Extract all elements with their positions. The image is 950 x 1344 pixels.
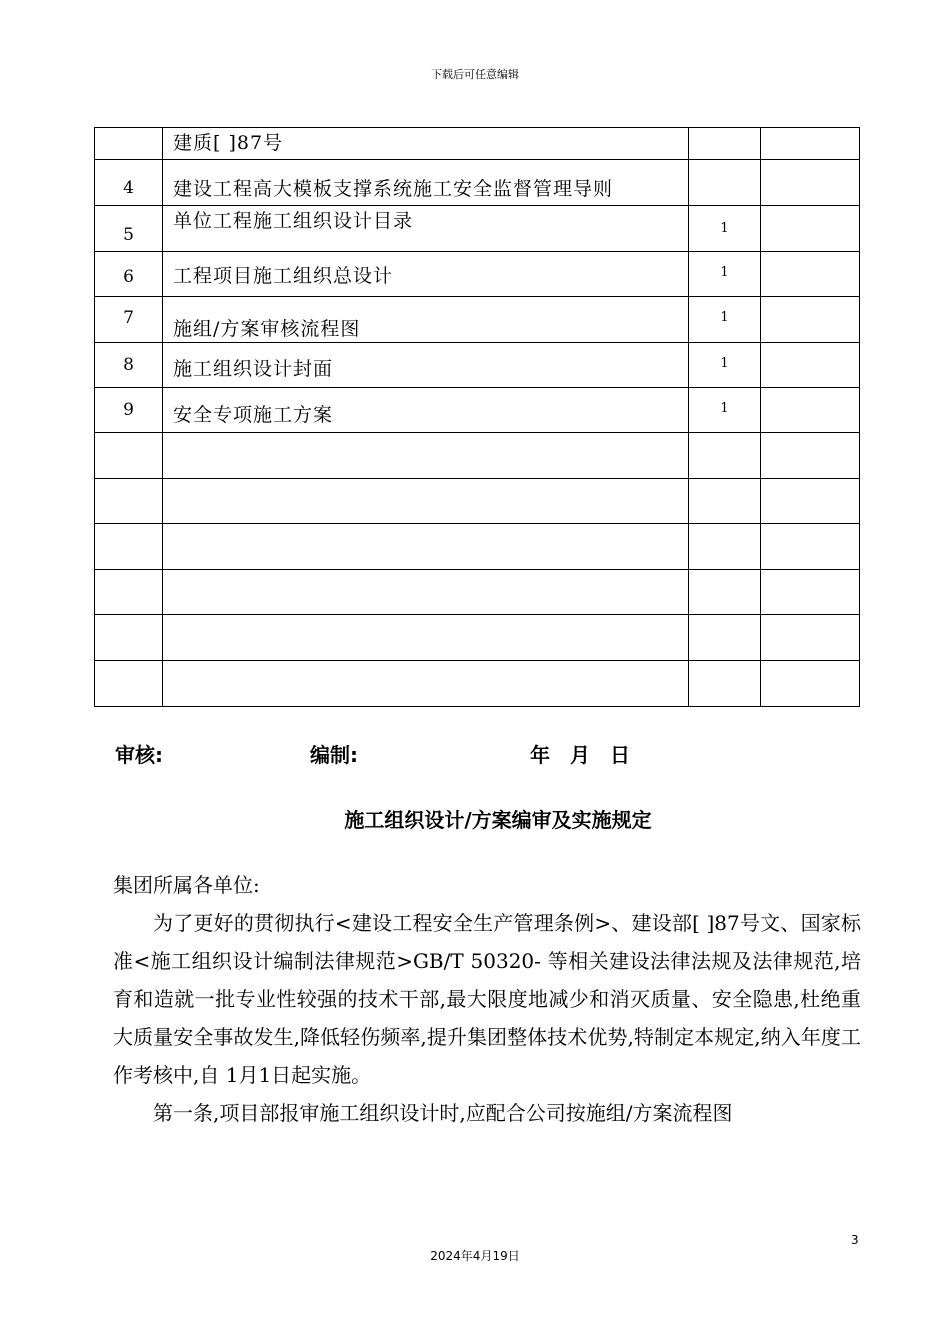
- table-row: [95, 388, 860, 433]
- row-document-name: [163, 524, 689, 570]
- row-extra: [761, 297, 860, 343]
- section-title: 施工组织设计/方案编审及实施规定: [344, 808, 652, 832]
- compiler-label: 编制:: [310, 743, 358, 767]
- row-extra: [761, 615, 860, 661]
- reviewer-label: 审核:: [115, 743, 163, 767]
- row-count: [689, 615, 761, 661]
- row-extra: [761, 570, 860, 615]
- table-row: [95, 615, 860, 661]
- row-extra: [761, 388, 860, 433]
- row-document-name: [163, 615, 689, 661]
- row-document-name: [163, 433, 689, 479]
- document-list-table: [94, 127, 860, 707]
- row-count: [689, 128, 761, 160]
- row-document-name: [163, 661, 689, 707]
- page-header: 下载后可任意编辑: [431, 68, 519, 81]
- row-count: 1: [689, 388, 761, 433]
- row-document-name: [163, 570, 689, 615]
- page-number: 3: [851, 1233, 859, 1247]
- table-row: [95, 297, 860, 343]
- row-number: 9: [95, 388, 163, 433]
- table-row: [95, 524, 860, 570]
- table-row: [95, 128, 860, 160]
- row-extra: [761, 252, 860, 297]
- row-count: 1: [689, 206, 761, 252]
- row-number: [95, 615, 163, 661]
- row-number: [95, 570, 163, 615]
- table-row: [95, 206, 860, 252]
- row-count: [689, 524, 761, 570]
- row-number: [95, 524, 163, 570]
- row-document-name: 施组/方案审核流程图: [163, 297, 689, 343]
- page-footer-date: 2024年4月19日: [430, 1249, 520, 1263]
- row-number: 7: [95, 297, 163, 343]
- row-number: 8: [95, 343, 163, 388]
- row-count: [689, 160, 761, 206]
- row-count: 1: [689, 297, 761, 343]
- row-document-name: 单位工程施工组织设计目录: [163, 206, 689, 252]
- row-count: [689, 479, 761, 524]
- row-number: 4: [95, 160, 163, 206]
- row-extra: [761, 160, 860, 206]
- row-number: [95, 479, 163, 524]
- row-number: 6: [95, 252, 163, 297]
- table-row: [95, 661, 860, 707]
- row-document-name: 安全专项施工方案: [163, 388, 689, 433]
- row-extra: [761, 524, 860, 570]
- row-number: [95, 661, 163, 707]
- row-extra: [761, 343, 860, 388]
- row-document-name: 工程项目施工组织总设计: [163, 252, 689, 297]
- row-extra: [761, 479, 860, 524]
- table-row: [95, 479, 860, 524]
- row-extra: [761, 128, 860, 160]
- table-row: [95, 252, 860, 297]
- paragraph: 为了更好的贯彻执行<建设工程安全生产管理条例>、建设部[ ]87号文、国家标准<施工组织设计编制法律规范>GB/T 50320- 等相关建设法律法规及法律规范,培育和造就一批专业性较强的技术干部,最大限度地减少和消灭质量、安全隐患,杜绝重大质量安全事故发生,降低轻伤频率,提升集团整体技术优势,特制定本规定,纳入年度工作考核中,自 1月1日起实施。: [113, 911, 861, 1087]
- row-count: [689, 433, 761, 479]
- salutation: 集团所属各单位:: [113, 873, 260, 897]
- body-text: [113, 866, 861, 1132]
- row-document-name: [163, 479, 689, 524]
- row-count: 1: [689, 343, 761, 388]
- paragraph: 第一条,项目部报审施工组织设计时,应配合公司按施组/方案流程图: [153, 1101, 733, 1125]
- row-count: 1: [689, 252, 761, 297]
- row-document-name: 建设工程高大模板支撑系统施工安全监督管理导则: [163, 160, 689, 206]
- row-document-name: 施工组织设计封面: [163, 343, 689, 388]
- row-number: 5: [95, 206, 163, 252]
- table-row: [95, 433, 860, 479]
- date-label: 年 月 日: [530, 743, 630, 767]
- row-extra: [761, 433, 860, 479]
- row-number: [95, 128, 163, 160]
- row-extra: [761, 206, 860, 252]
- row-document-name: 建质[ ]87号: [163, 128, 689, 160]
- table-row: [95, 570, 860, 615]
- table-row: [95, 160, 860, 206]
- row-count: [689, 570, 761, 615]
- table-row: [95, 343, 860, 388]
- row-extra: [761, 661, 860, 707]
- row-number: [95, 433, 163, 479]
- row-count: [689, 661, 761, 707]
